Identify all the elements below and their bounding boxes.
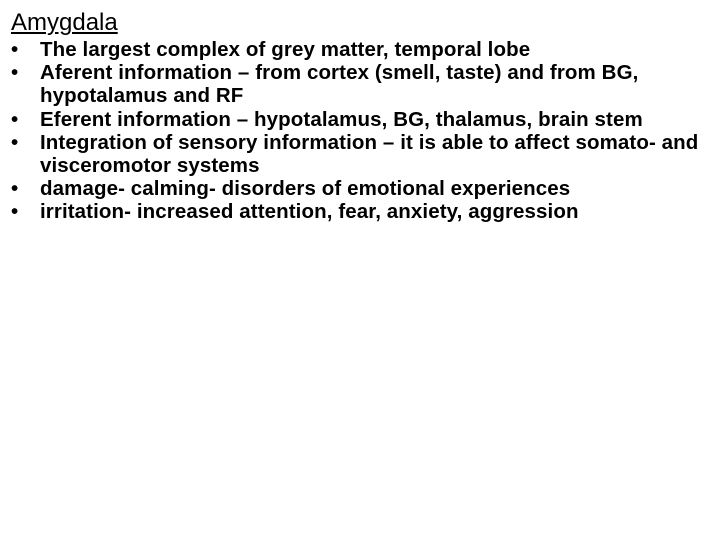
slide-title: Amygdala <box>11 9 118 36</box>
bullet-icon: • <box>11 130 19 154</box>
bullet-icon: • <box>11 200 19 224</box>
list-item <box>11 177 701 200</box>
list-item <box>11 131 701 177</box>
bullet-icon: • <box>11 177 19 201</box>
bullet-text: Eferent information – hypotalamus, BG, thalamus, brain stem <box>40 107 643 131</box>
bullet-icon: • <box>11 107 19 131</box>
list-item <box>11 61 701 107</box>
bullet-list <box>11 38 701 224</box>
list-item <box>11 108 701 131</box>
list-item <box>11 200 701 223</box>
bullet-icon: • <box>11 61 19 85</box>
bullet-text: irritation- increased attention, fear, anxiety, aggression <box>40 200 579 224</box>
bullet-text: The largest complex of grey matter, temporal lobe <box>40 38 531 61</box>
bullet-icon: • <box>11 38 19 61</box>
bullet-text: damage- calming- disorders of emotional experiences <box>40 177 571 201</box>
bullet-text: Aferent information – from cortex (smell, taste) and from BG, hypotalamus and RF <box>40 61 639 108</box>
bullet-text: Integration of sensory information – it is able to affect somato- and visceromotor systems <box>40 130 699 178</box>
list-item <box>11 38 701 61</box>
